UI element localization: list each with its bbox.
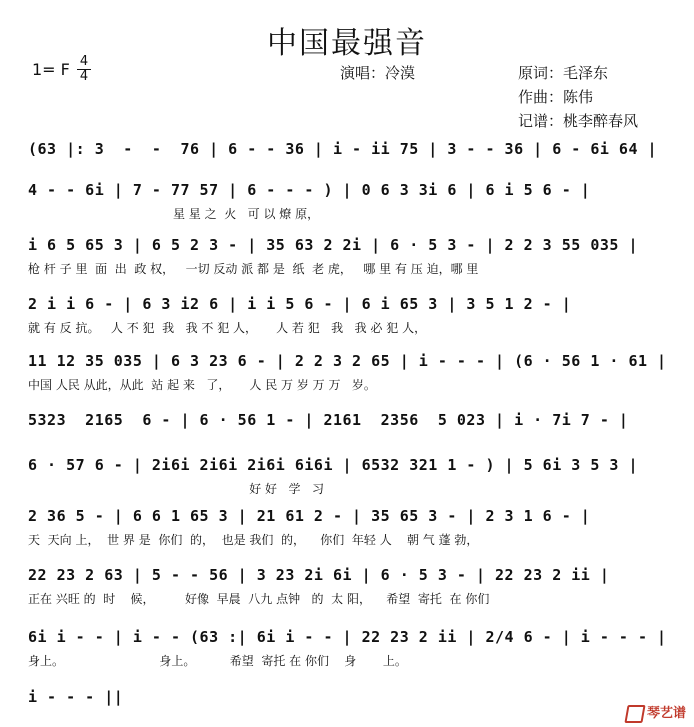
- lyric-row: 星 星 之 火 可 以 燎 原，: [28, 207, 320, 221]
- song-title: 中国最强音: [267, 26, 427, 61]
- singer-credit: 演唱：冷漠: [340, 64, 416, 82]
- logo-icon: [624, 705, 645, 723]
- lyric-row: 天 天向 上， 世 界 是 你们 的， 也是 我们 的， 你们 年轻 人 朝 气 蓬 勃，: [28, 533, 479, 547]
- notation-row: 2 36 5 - | 6 6 1 65 3 | 21 61 2 - | 35 65 3 - | 2 3 1 6 - |: [28, 507, 591, 525]
- notation-row: 4 - - 6i | 7 - 77 57 | 6 - - - ) | 0 6 3 3i 6 | 6 i 5 6 - |: [28, 181, 591, 199]
- lyric-row: 好 好 学 习: [28, 482, 324, 496]
- notation-row: i 6 5 65 3 | 6 5 2 3 - | 35 63 2 2i | 6 · 5 3 - | 2 2 3 55 035 |: [28, 236, 638, 254]
- lyric-row: 枪 杆 子 里 面 出 政 权， 一切 反动 派 都 是 纸 老 虎， 哪 里 有 压 迫，哪 里: [28, 262, 479, 276]
- notation-row: i - - - ||: [28, 688, 124, 706]
- lyric-row: 中国 人民 从此，从此 站 起 来 了， 人 民 万 岁 万 万 岁。: [28, 378, 376, 392]
- meter-top: 4: [79, 54, 89, 69]
- transcriber-credit: 记谱：桃李醉春风: [518, 112, 639, 130]
- meter-bottom: 4: [79, 69, 89, 84]
- key-signature: 1= F: [32, 60, 70, 79]
- notation-row: 22 23 2 63 | 5 - - 56 | 3 23 2i 6i | 6 · 5 3 - | 22 23 2 ii |: [28, 566, 610, 584]
- notation-row: 2 i i 6 - | 6 3 i2 6 | i i 5 6 - | 6 i 65 3 | 3 5 1 2 - |: [28, 295, 572, 313]
- lyricist-credit: 原词：毛泽东: [518, 64, 609, 82]
- notation-row: 5323 2165 6 - | 6 · 56 1 - | 2161 2356 5 023 | i · 7i 7 - |: [28, 411, 629, 429]
- time-signature: [77, 56, 91, 83]
- notation-row: (63 |: 3 - - 76 | 6 - - 36 | i - ii 75 | 3 - - 36 | 6 - 6i 64 |: [28, 140, 658, 158]
- lyric-row: 正在 兴旺 的 时 候， 好像 早晨 八九 点钟 的 太 阳， 希望 寄托 在 你们: [28, 592, 490, 606]
- lyric-row: 就 有 反 抗。 人 不 犯 我 我 不 犯 人， 人 若 犯 我 我 必 犯 人，: [28, 321, 427, 335]
- notation-row: 11 12 35 035 | 6 3 23 6 - | 2 2 3 2 65 | i - - - | (6 · 56 1 · 61 |: [28, 352, 667, 370]
- site-watermark: [626, 702, 686, 723]
- notation-row: 6 · 57 6 - | 2i6i 2i6i 2i6i 6i6i | 6532 321 1 - ) | 5 6i 3 5 3 |: [28, 456, 638, 474]
- composer-credit: 作曲：陈伟: [518, 88, 594, 106]
- notation-row: 6i i - - | i - - (63 :| 6i i - - | 22 23 2 ii | 2/4 6 - | i - - - |: [28, 628, 667, 646]
- lyric-row: 身上。 身上。 希望 寄托 在 你们 身 上。: [28, 654, 407, 668]
- watermark-text: 琴艺谱: [646, 705, 686, 721]
